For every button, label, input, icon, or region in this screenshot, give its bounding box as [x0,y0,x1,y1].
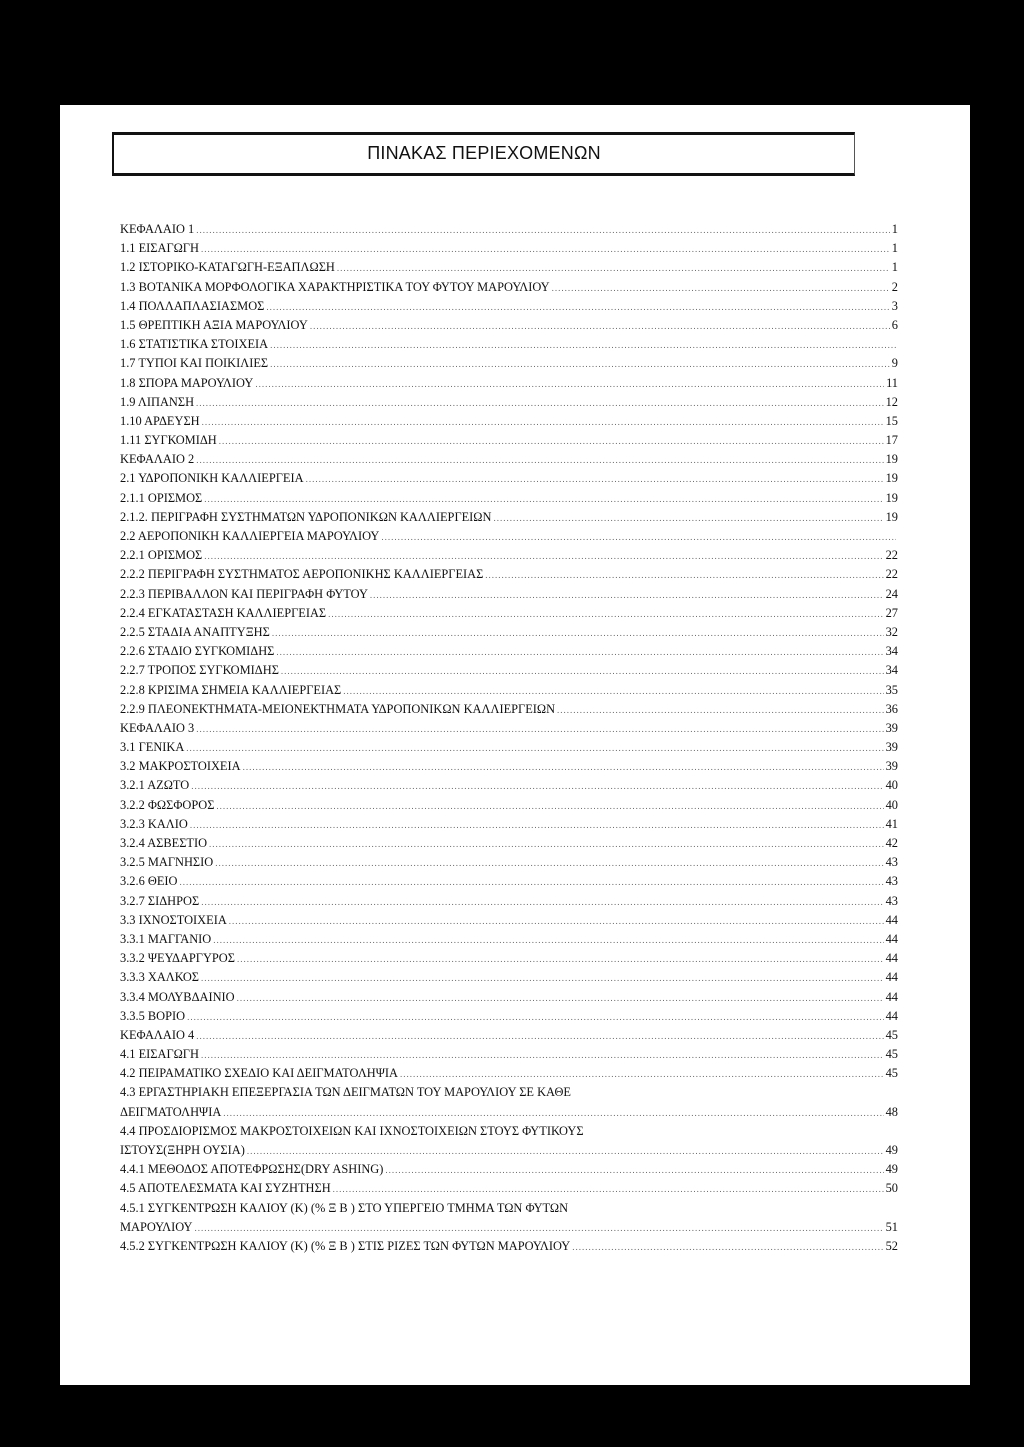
toc-entry-label: 4.1 ΕΙΣΑΓΩΓΗ [120,1047,199,1062]
toc-entry [120,834,898,853]
dot-leader [187,1008,884,1027]
toc-entry-label: 2.2.3 ΠΕΡΙΒΑΛΛΟΝ ΚΑΙ ΠΕΡΙΓΡΑΦΗ ΦΥΤΟΥ [120,586,368,601]
toc-entry-label: 3.3.4 ΜΟΛΥΒΔΑΙΝΙΟ [120,989,235,1004]
dot-leader [266,298,889,317]
toc-entry-page: 34 [885,663,898,678]
toc-entry-label: 4.2 ΠΕΙΡΑΜΑΤΙΚΟ ΣΧΕΔΙΟ ΚΑΙ ΔΕΙΓΜΑΤΟΛΗΨΙΑ [120,1066,398,1081]
toc-entry [120,316,898,335]
toc-entry [120,1045,898,1064]
toc-entry-page: 1 [891,222,898,236]
dot-leader [196,451,883,470]
toc-entry-page: 39 [885,740,898,755]
toc-entry-page: 24 [885,586,898,601]
toc-entry [120,393,898,412]
toc-entry-label: 2.2.2 ΠΕΡΙΓΡΑΦΗ ΣΥΣΤΗΜΑΤΟΣ ΑΕΡΟΠΟΝΙΚΗΣ ΚΑΛΛΙΕΡΓΕΙΑΣ [120,567,484,582]
toc-entry-page: 15 [885,413,898,428]
toc-entry [120,354,898,373]
toc-entry-page: 44 [885,970,898,985]
toc-entry [120,1237,898,1256]
dot-leader [328,605,883,624]
toc-entry-label: ΙΣΤΟΥΣ(ΞΗΡΗ ΟΥΣΙΑ) [120,1143,245,1157]
toc-entry-page: 9 [891,356,898,371]
toc-entry-label: 1.6 ΣΤΑΤΙΣΤΙΚΑ ΣΤΟΙΧΕΙΑ [120,337,269,352]
toc-entry-label: 3.2.1 ΑΖΩΤΟ [120,778,190,793]
toc-entry-page: 45 [885,1066,898,1081]
dot-leader [201,893,883,912]
toc-entry-page: 39 [885,759,898,774]
toc-entry-label: 1.2 ΙΣΤΟΡΙΚΟ-ΚΑΤΑΓΩΓΗ-ΕΞΑΠΛΩΣΗ [120,260,335,275]
toc-entry-label: 3.3.5 ΒΟΡΙΟ [120,1008,186,1023]
toc-entry-label: ΚΕΦΑΛΑΙΟ 3 [120,720,195,735]
toc-entry [120,527,898,546]
toc-entry-page: 32 [885,624,898,639]
toc-entry [120,719,898,738]
dot-leader [196,394,884,413]
toc-entry-label: 3.3.2 ΨΕΥΔΑΡΓΥΡΟΣ [120,951,235,966]
toc-entry-label: 4.4.1 ΜΕΘΟΔΟΣ ΑΠΟΤΕΦΡΩΣΗΣ(DRY ASHING) [120,1162,384,1177]
toc-entry-label: ΜΑΡΟΥΛΙΟΥ [120,1219,193,1234]
toc-entry [120,661,898,680]
toc-entry-page: 43 [885,855,898,870]
dot-leader [195,1219,884,1238]
toc-entry-page: 44 [885,912,898,927]
toc-entry-label: 2.2.6 ΣΤΑΔΙΟ ΣΥΓΚΟΜΙΔΗΣ [120,644,275,659]
dot-leader [191,777,883,796]
toc-entry-label: 4.4 ΠΡΟΣΔΙΟΡΙΣΜΟΣ ΜΑΚΡΟΣΤΟΙΧΕΙΩΝ ΚΑΙ ΙΧΝΟΣΤΟΙΧΕΙΩΝ ΣΤΟΥΣ ΦΥΤΙΚΟΥΣ [120,1123,584,1138]
dot-leader [557,701,884,720]
toc-entry-page: 45 [885,1047,898,1062]
toc-entry [120,297,898,316]
dot-leader [209,835,884,854]
dot-leader [179,873,883,892]
toc-entry-page: 12 [885,394,898,409]
toc-entry-page: 19 [885,471,898,486]
dot-leader [196,221,890,240]
toc-entry-page: 2 [891,279,898,294]
dot-leader [270,336,896,355]
toc-entry-label: 2.1 ΥΔΡΟΠΟΝΙΚΗ ΚΑΛΛΙΕΡΓΕΙΑ [120,471,304,486]
toc-entry-label: 1.7 ΤΥΠΟΙ ΚΑΙ ΠΟΙΚΙΛΙΕΣ [120,356,269,371]
dot-leader [196,1027,883,1046]
toc-entry-page: 51 [885,1219,898,1234]
dot-leader [237,950,884,969]
dot-leader [370,586,884,605]
toc-entry [120,853,898,872]
toc-entry [120,796,898,815]
toc-entry-label: 1.11 ΣΥΓΚΟΜΙΔΗ [120,433,217,448]
toc-entry-label: 1.10 ΑΡΔΕΥΣΗ [120,413,200,428]
dot-leader [255,375,884,394]
dot-leader [223,1104,883,1123]
dot-leader [493,509,883,528]
toc-entry [120,220,898,239]
title-frame [112,132,855,176]
toc-entry [120,1218,898,1237]
toc-entry-page: 11 [886,375,898,390]
dot-leader [229,912,884,931]
toc-entry [120,374,898,393]
toc-entry [120,489,898,508]
dot-leader [310,317,890,336]
toc-entry [120,604,898,623]
toc-entry-label: 1.3 ΒΟΤΑΝΙΚΑ ΜΟΡΦΟΛΟΓΙΚΑ ΧΑΡΑΚΤΗΡΙΣΤΙΚΑ ΤΟΥ ΦΥΤΟΥ ΜΑΡΟΥΛΙΟΥ [120,279,550,294]
toc-entry-page: 40 [885,778,898,793]
dot-leader [272,624,884,643]
toc-entry-page: 35 [885,682,898,697]
dot-leader [276,643,883,662]
toc-entry [120,911,898,930]
toc-entry [120,565,898,584]
toc-entry-page: 49 [885,1143,898,1157]
toc-entry-label: 3.2.6 ΘΕΙΟ [120,874,178,889]
toc-entry-label: 1.5 ΘΡΕΠΤΙΚΗ ΑΞΙΑ ΜΑΡΟΥΛΙΟΥ [120,317,308,332]
toc-entry-page: 43 [885,893,898,908]
dot-leader [337,259,890,278]
page-title: ΠΙΝΑΚΑΣ ΠΕΡΙΕΧΟΜΕΝΩΝ [367,143,601,163]
toc-entry-label: ΚΕΦΑΛΑΙΟ 4 [120,1027,195,1042]
dot-leader [400,1065,884,1084]
toc-entry [120,1179,898,1198]
dot-leader [270,355,890,374]
dot-leader [381,528,896,547]
toc-entry-label: 4.5 ΑΠΟΤΕΛΕΣΜΑΤΑ ΚΑΙ ΣΥΖΗΤΗΣΗ [120,1181,331,1196]
toc-entry-page: 49 [885,1162,898,1177]
toc-entry-page: 43 [885,874,898,889]
dot-leader [343,682,883,701]
toc-entry-label: 3.3.3 ΧΑΛΚΟΣ [120,970,200,985]
toc-entry-label: 3.2.3 ΚΑΛΙΟ [120,816,188,831]
toc-entry [120,450,898,469]
toc-entry-label: 2.2.9 ΠΛΕΟΝΕΚΤΗΜΑΤΑ-ΜΕΙΟΝΕΚΤΗΜΑΤΑ ΥΔΡΟΠΟΝΙΚΩΝ ΚΑΛΛΙΕΡΓΕΙΩΝ [120,701,556,716]
toc-entry-label: 1.8 ΣΠΟΡΑ ΜΑΡΟΥΛΙΟΥ [120,375,254,390]
toc-entry-label: ΔΕΙΓΜΑΤΟΛΗΨΙΑ [120,1104,222,1119]
toc-entry [120,546,898,565]
dot-leader [216,797,883,816]
toc-entry [120,892,898,911]
dot-leader [190,816,884,835]
dot-leader [201,240,890,259]
toc-entry-label: 2.1.1 ΟΡΙΣΜΟΣ [120,490,203,505]
toc-entry-label: 2.2 ΑΕΡΟΠΟΝΙΚΗ ΚΑΛΛΙΕΡΓΕΙΑ ΜΑΡΟΥΛΙΟΥ [120,529,380,543]
dot-leader [219,432,884,451]
dot-leader [485,566,883,585]
dot-leader [237,989,884,1008]
toc-entry-page: 1 [891,260,898,275]
toc-entry-label: 4.3 ΕΡΓΑΣΤΗΡΙΑΚΗ ΕΠΕΞΕΡΓΑΣΙΑ ΤΩΝ ΔΕΙΓΜΑΤΩΝ ΤΟΥ ΜΑΡΟΥΛΙΟΥ ΣΕ ΚΑΘΕ [120,1085,571,1100]
toc-entry [120,930,898,949]
toc-entry-label: 3.2.7 ΣΙΔΗΡΟΣ [120,893,200,908]
toc-entry-page: 19 [885,452,898,467]
toc-entry-label: 2.2.8 ΚΡΙΣΙΜΑ ΣΗΜΕΙΑ ΚΑΛΛΙΕΡΓΕΙΑΣ [120,682,342,697]
dot-leader [552,279,890,298]
toc-entry [120,1103,898,1122]
toc-entry-page: 3 [891,298,898,313]
toc-entry-page: 40 [885,797,898,812]
dot-leader [385,1161,883,1180]
toc-entry [120,1064,898,1083]
toc-entry [120,757,898,776]
dot-leader [281,662,884,681]
toc-entry-label: 3.3 ΙΧΝΟΣΤΟΙΧΕΙΑ [120,912,227,927]
toc-entry-page: 41 [885,816,898,831]
toc-entry-label: 2.2.7 ΤΡΟΠΟΣ ΣΥΓΚΟΜΙΔΗΣ [120,663,279,678]
toc-entry-page: 52 [885,1238,898,1253]
toc-entry-page: 27 [885,605,898,620]
toc-entry-page: 39 [885,720,898,735]
toc-entry-page: 42 [885,836,898,850]
toc-entry [120,278,898,297]
dot-leader [204,547,883,566]
toc-entry-label: ΚΕΦΑΛΑΙΟ 2 [120,452,195,467]
toc-entry-page: 6 [891,317,898,332]
toc-entry-page: 22 [885,567,898,582]
toc-entry-page: 19 [885,509,898,524]
toc-entry [120,1007,898,1026]
toc-entry [120,1026,898,1045]
toc-entry [120,469,898,488]
toc-entry-page: 44 [885,951,898,966]
toc-entry-page: 1 [891,241,898,256]
toc-entry-label: 3.2.2 ΦΩΣΦΟΡΟΣ [120,797,215,812]
toc-entry-label: 3.1 ΓΕΝΙΚΑ [120,740,185,755]
toc-entry-page: 45 [885,1027,898,1042]
toc-entry-label: 1.1 ΕΙΣΑΓΩΓΗ [120,241,199,256]
dot-leader [215,854,883,873]
toc-entry [120,700,898,719]
toc-entry [120,335,898,354]
dot-leader [204,490,883,509]
toc-entry-page: 17 [885,433,898,448]
toc-entry [120,508,898,527]
toc-entry [120,585,898,604]
dot-leader [202,413,884,432]
toc-entry-label: 1.4 ΠΟΛΛΑΠΛΑΣΙΑΣΜΟΣ [120,298,265,313]
toc-entry [120,872,898,891]
dot-leader [201,969,884,988]
toc-entry [120,1199,898,1218]
toc-entry-page: 22 [885,548,898,563]
dot-leader [201,1046,884,1065]
toc-entry [120,738,898,757]
dot-leader [572,1238,883,1257]
toc-entry [120,988,898,1007]
toc-entry [120,815,898,834]
toc-entry-label: 3.3.1 ΜΑΓΓΑΝΙΟ [120,931,212,946]
toc-entry-page: 34 [885,644,898,659]
toc-entry-page: 44 [885,1008,898,1023]
dot-leader [213,931,883,950]
toc-entry [120,1141,898,1160]
toc-entry-page: 19 [885,490,898,505]
toc-entry [120,642,898,661]
toc-entry-label: 3.2.4 ΑΣΒΕΣΤΙΟ [120,836,208,850]
toc-entry [120,239,898,258]
dot-leader [196,720,883,739]
toc-entry [120,1122,898,1141]
toc-entry-label: 4.5.2 ΣΥΓΚΕΝΤΡΩΣΗ ΚΑΛΙΟΥ (Κ) (% Ξ Β ) ΣΤΙΣ ΡΙΖΕΣ ΤΩΝ ΦΥΤΩΝ ΜΑΡΟΥΛΙΟΥ [120,1238,571,1253]
dot-leader [333,1180,884,1199]
toc-entry [120,949,898,968]
toc-entry-page: 44 [885,931,898,946]
toc-entry [120,968,898,987]
dot-leader [306,470,884,489]
toc-entry [120,412,898,431]
dot-leader [247,1142,884,1161]
toc-entry-label: 4.5.1 ΣΥΓΚΕΝΤΡΩΣΗ ΚΑΛΙΟΥ (Κ) (% Ξ Β ) ΣΤΟ ΥΠΕΡΓΕΙΟ ΤΜΗΜΑ ΤΩΝ ΦΥΤΩΝ [120,1200,569,1215]
toc-entry-label: 2.2.5 ΣΤΑΔΙΑ ΑΝΑΠΤΥΞΗΣ [120,624,270,639]
toc-entry [120,258,898,277]
toc-entry-label: 2.2.4 ΕΓΚΑΤΑΣΤΑΣΗ ΚΑΛΛΙΕΡΓΕΙΑΣ [120,605,327,620]
toc-entry [120,431,898,450]
toc-entry [120,1160,898,1179]
toc-entry-page: 44 [885,989,898,1004]
dot-leader [243,758,884,777]
document-page [60,105,970,1385]
toc-entry [120,681,898,700]
toc-entry-label: 3.2 ΜΑΚΡΟΣΤΟΙΧΕΙΑ [120,759,241,774]
toc-entry-page: 48 [885,1104,898,1119]
toc-entry [120,623,898,642]
toc-entry-label: 3.2.5 ΜΑΓΝΗΣΙΟ [120,855,214,870]
toc-entry-label: 2.1.2. ΠΕΡΙΓΡΑΦΗ ΣΥΣΤΗΜΑΤΩΝ ΥΔΡΟΠΟΝΙΚΩΝ ΚΑΛΛΙΕΡΓΕΙΩΝ [120,509,492,524]
toc-entry-label: ΚΕΦΑΛΑΙΟ 1 [120,222,195,236]
toc-entry-label: 2.2.1 ΟΡΙΣΜΟΣ [120,548,203,563]
dot-leader [186,739,883,758]
toc-entry-label: 1.9 ΛΙΠΑΝΣΗ [120,394,195,409]
table-of-contents [120,220,898,1256]
toc-entry [120,1083,898,1102]
toc-entry [120,776,898,795]
toc-entry-page: 50 [885,1181,898,1196]
toc-entry-page: 36 [885,701,898,716]
